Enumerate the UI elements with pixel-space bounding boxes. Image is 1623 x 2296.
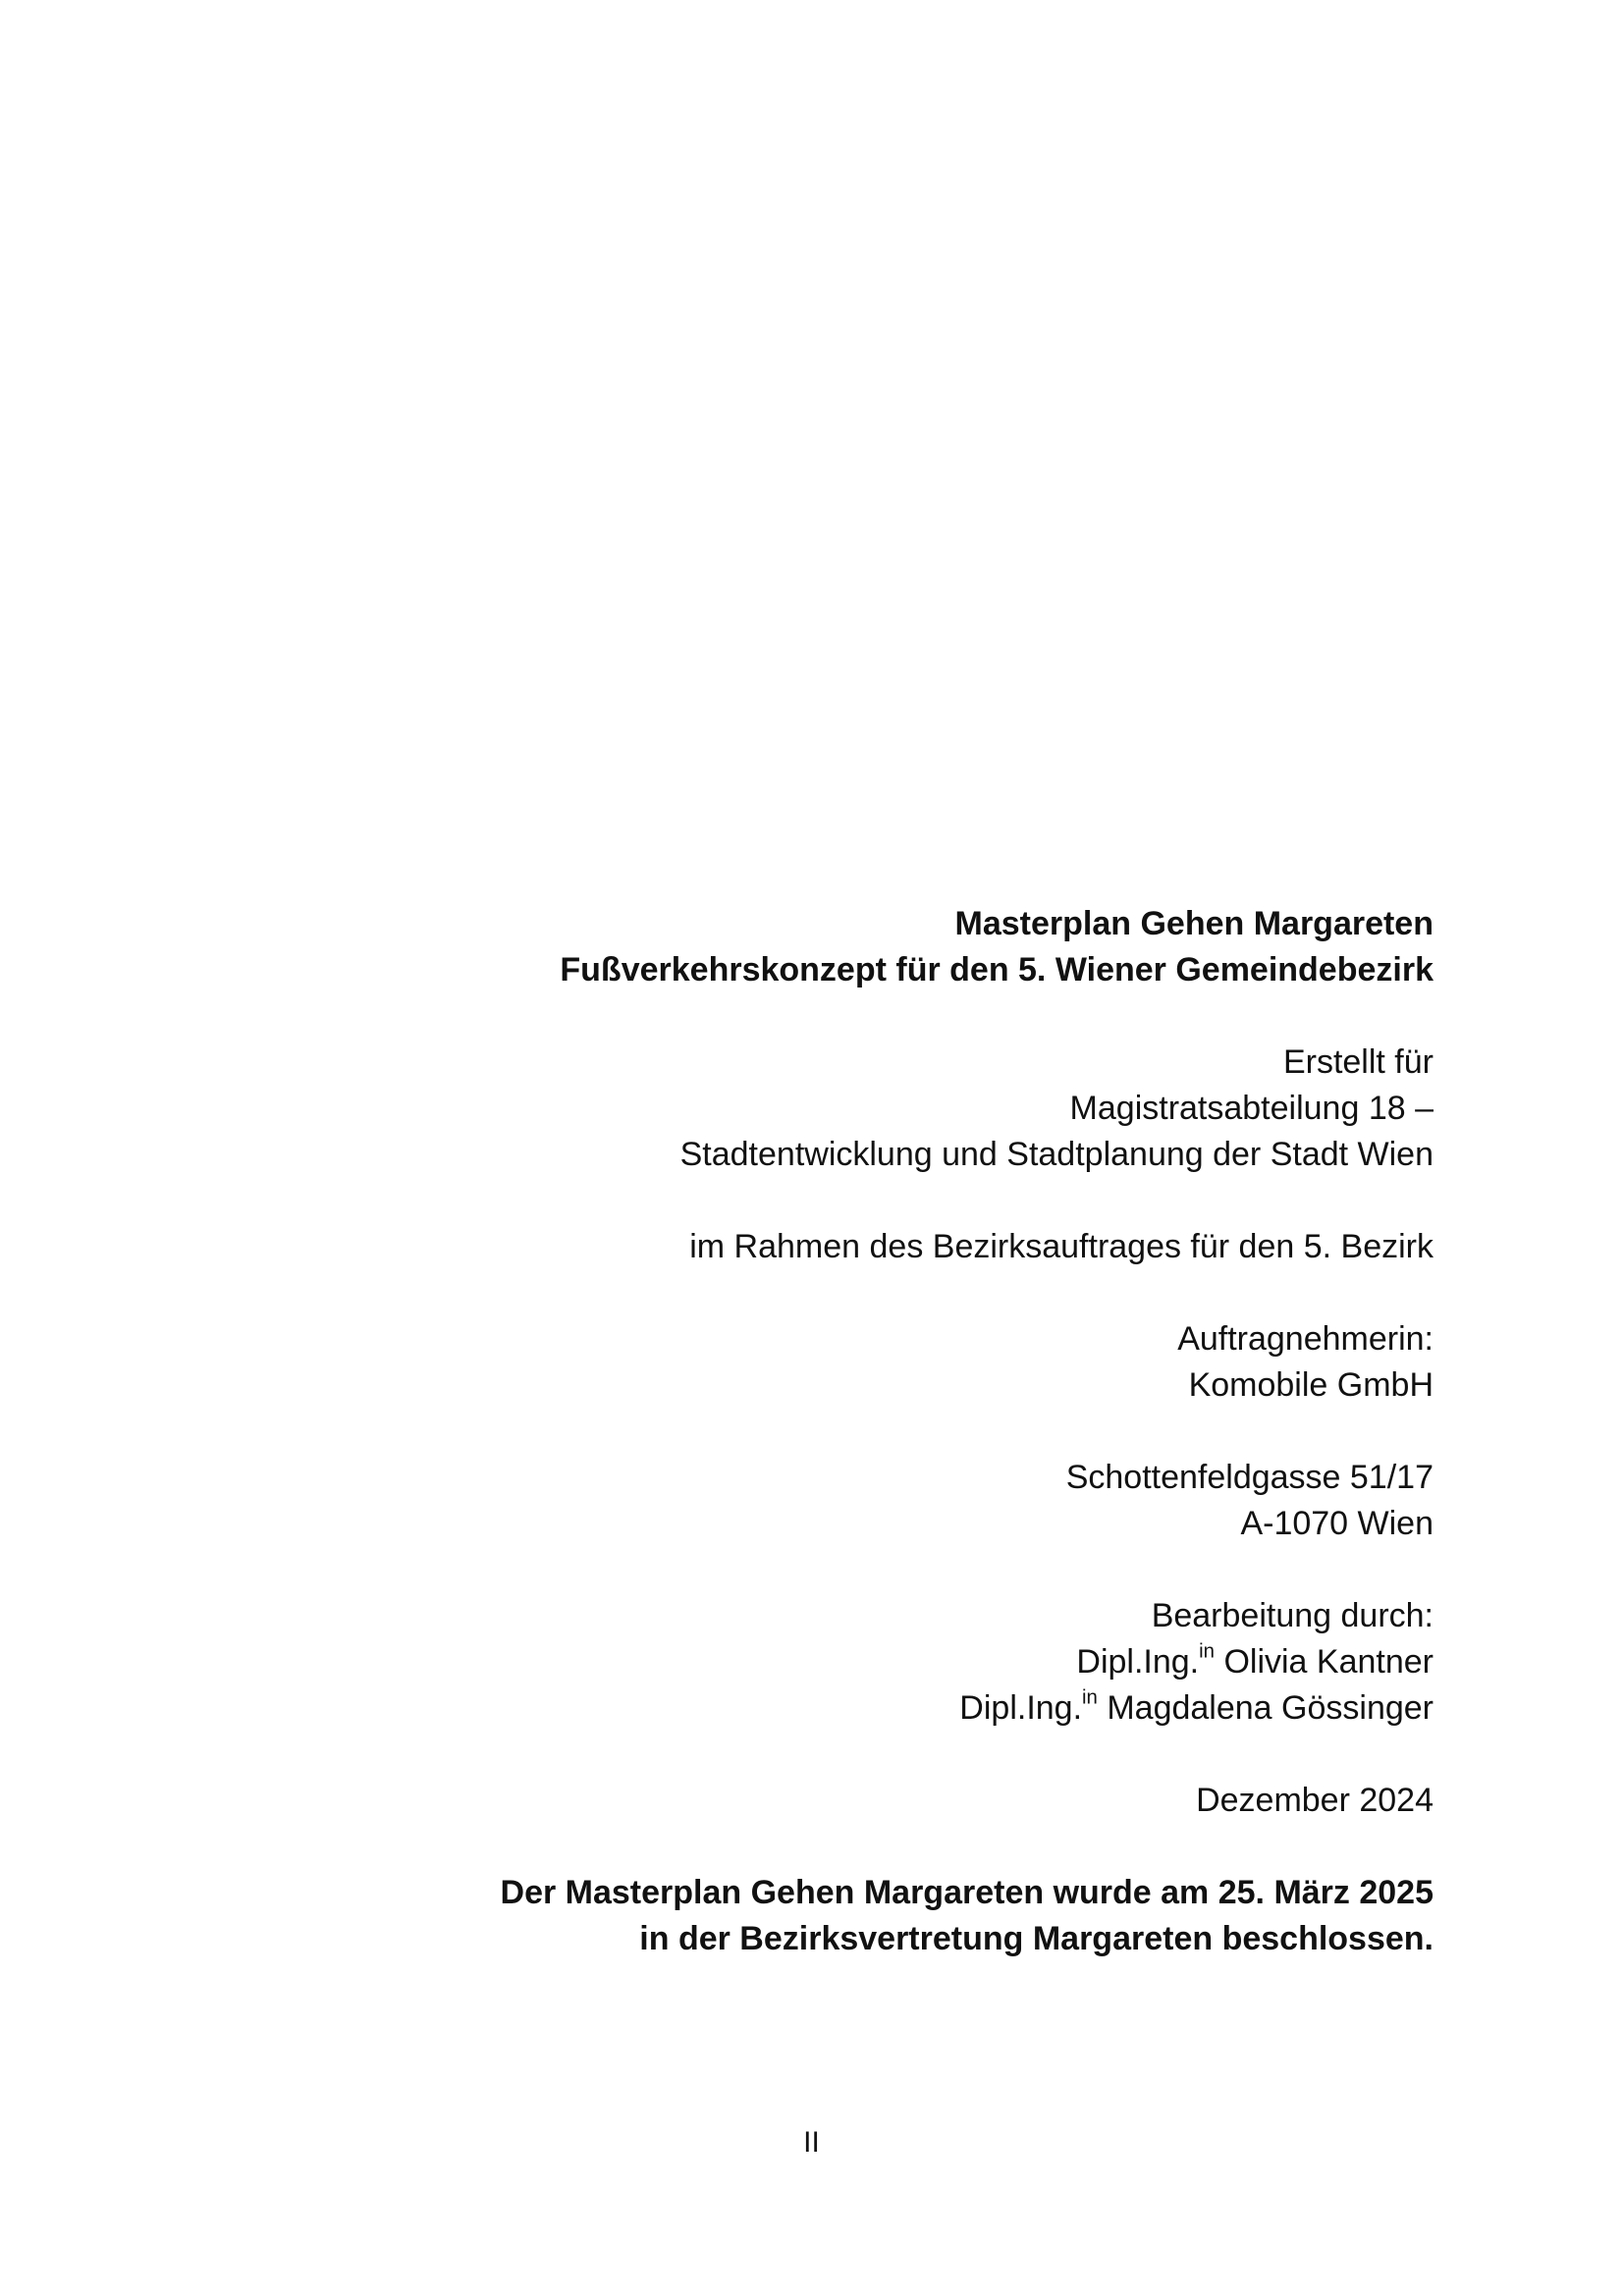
author-1-title: Dipl.Ing. [1076,1643,1200,1681]
address-street: Schottenfeldgasse 51/17 [1065,1459,1434,1496]
spacer [353,1547,1434,1593]
spacer [353,1270,1434,1316]
spacer [353,1178,1434,1224]
resolution-line-2: in der Bezirksvertretung Margareten beschlossen. [639,1920,1434,1957]
page-number: II [803,2126,820,2159]
author-1-name: Olivia Kantner [1215,1643,1434,1681]
client-label: Erstellt für [1282,1043,1434,1081]
resolution-line-1: Der Masterplan Gehen Margareten wurde am 25. März 2025 [500,1874,1434,1911]
author-1 [353,1639,1434,1685]
author-2-name: Magdalena Gössinger [1097,1689,1434,1727]
title-page-block [353,901,1434,1962]
spacer [353,1732,1434,1778]
address-city: A-1070 Wien [1240,1505,1434,1542]
client-department: Magistratsabteilung 18 – [1069,1090,1434,1127]
author-2 [353,1685,1434,1732]
spacer [353,1824,1434,1870]
author-2-title: Dipl.Ing. [959,1689,1083,1727]
authors-label: Bearbeitung durch: [1151,1597,1434,1634]
contractor-label: Auftragnehmerin: [1177,1320,1434,1358]
spacer [353,1409,1434,1455]
commission-context: im Rahmen des Bezirksauftrages für den 5. Bezirk [689,1228,1434,1265]
client-department-name: Stadtentwicklung und Stadtplanung der Stadt Wien [679,1136,1434,1173]
document-subtitle: Fußverkehrskonzept für den 5. Wiener Gemeindebezirk [560,951,1434,988]
document-title: Masterplan Gehen Margareten [954,905,1434,942]
document-date: Dezember 2024 [1196,1782,1434,1819]
contractor-name: Komobile GmbH [1188,1366,1434,1404]
author-2-suffix: in [1082,1686,1098,1709]
author-1-suffix: in [1199,1640,1215,1663]
spacer [353,993,1434,1040]
